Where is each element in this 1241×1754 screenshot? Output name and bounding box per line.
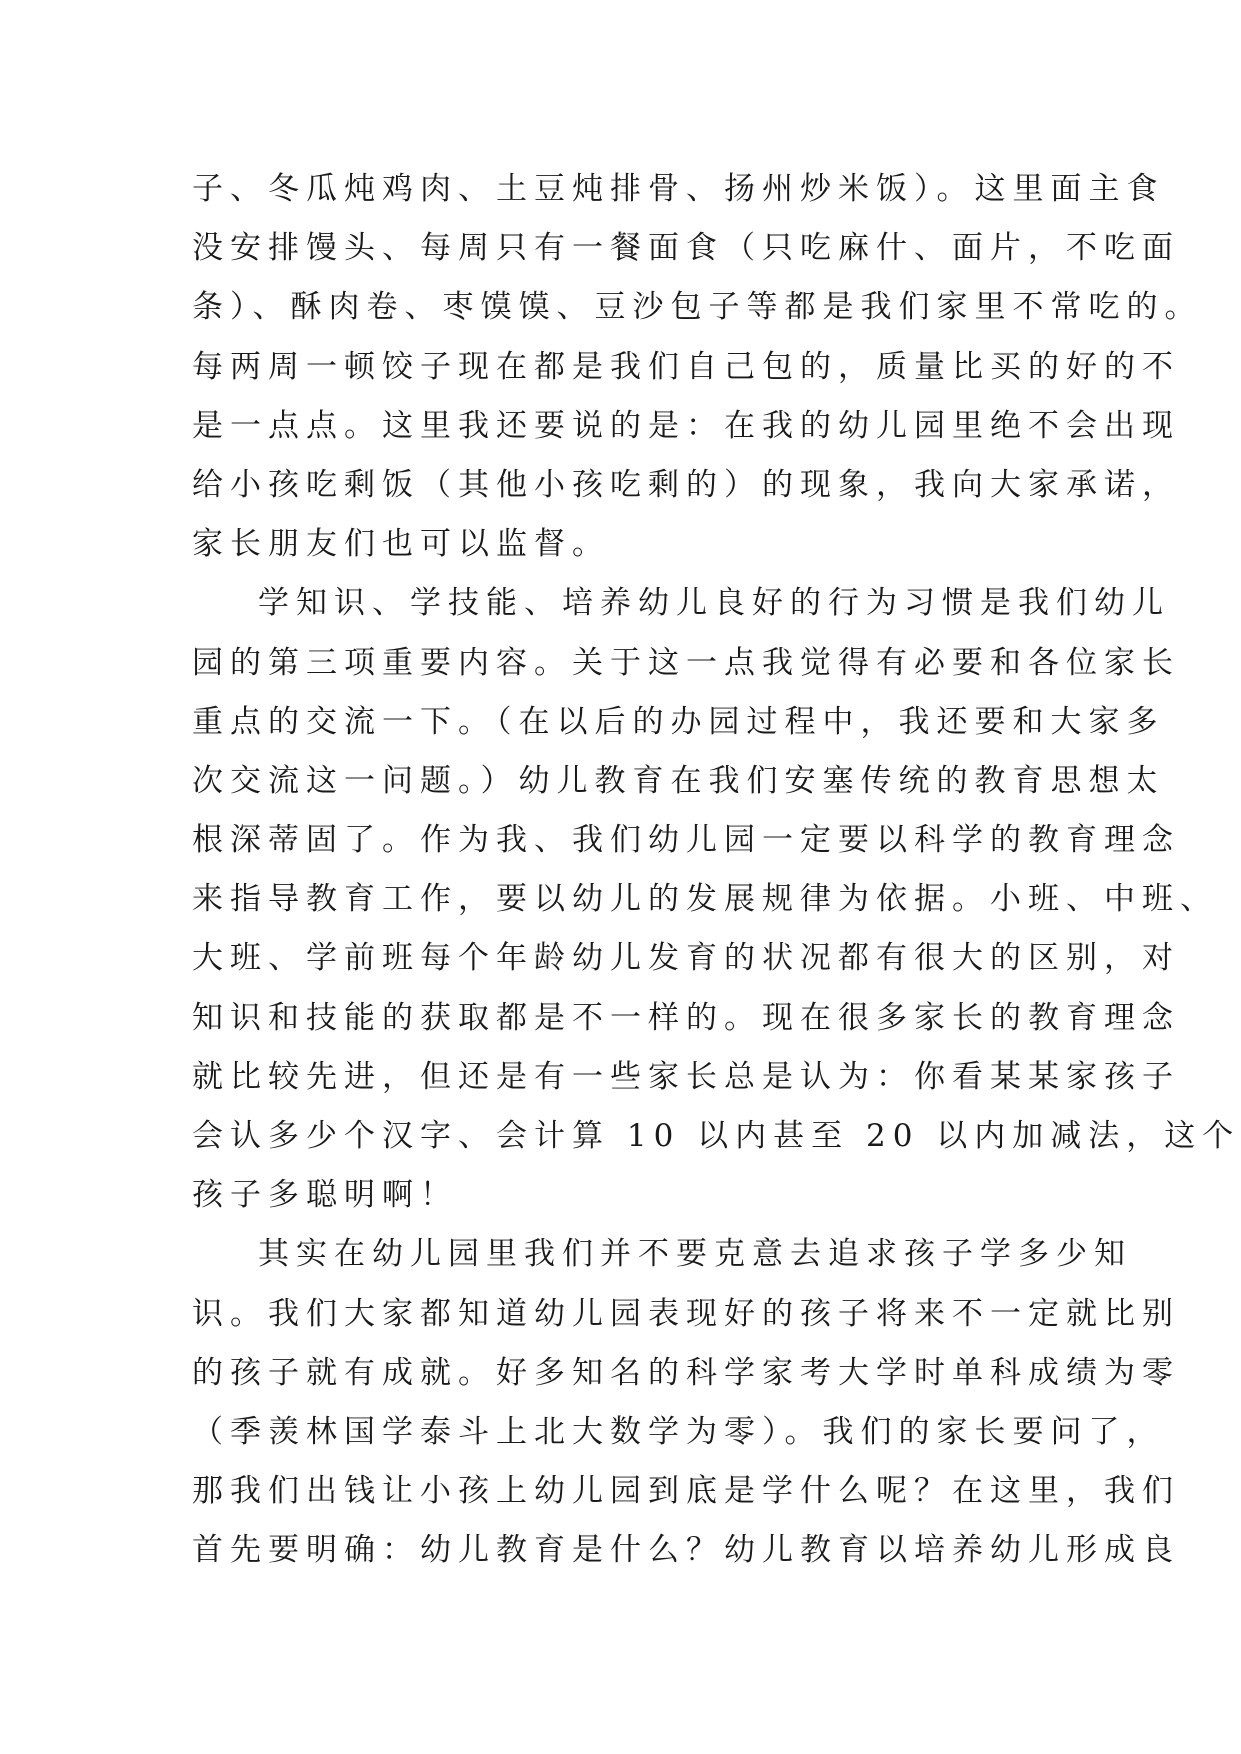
text-line: 次交流这一问题。）幼儿教育在我们安塞传统的教育思想太	[192, 762, 1165, 799]
text-line: 就比较先进，但还是有一些家长总是认为：你看某某家孩子	[192, 1058, 1180, 1095]
text-line: 园的第三项重要内容。关于这一点我觉得有必要和各位家长	[192, 644, 1180, 681]
text-line: 条）、酥肉卷、枣馍馍、豆沙包子等都是我们家里不常吃的。	[192, 289, 1203, 326]
text-line: （季羡林国学泰斗上北大数学为零）。我们的家长要问了，	[192, 1413, 1165, 1450]
text-line: 每两周一顿饺子现在都是我们自己包的，质量比买的好的不	[192, 348, 1180, 385]
text-line: 没安排馒头、每周只有一餐面食（只吃麻什、面片，不吃面	[192, 230, 1180, 267]
text-line: 根深蒂固了。作为我、我们幼儿园一定要以科学的教育理念	[192, 822, 1180, 859]
text-line: 识。我们大家都知道幼儿园表现好的孩子将来不一定就比别	[192, 1295, 1180, 1332]
paragraph	[192, 160, 1203, 574]
text-line: 大班、学前班每个年龄幼儿发育的状况都有很大的区别，对	[192, 940, 1180, 977]
document-body	[192, 160, 1241, 1581]
text-line: 会认多少个汉字、会计算 10 以内甚至 20 以内加减法，这个	[192, 1118, 1241, 1154]
text-line: 来指导教育工作，要以幼儿的发展规律为依据。小班、中班、	[192, 881, 1218, 918]
text-line: 孩子多聪明啊！	[192, 1177, 458, 1214]
text-line: 那我们出钱让小孩上幼儿园到底是学什么呢？在这里，我们	[192, 1473, 1180, 1510]
text-line: 学知识、学技能、培养幼儿良好的行为习惯是我们幼儿	[258, 585, 1170, 622]
paragraph	[192, 574, 1241, 1225]
text-line: 重点的交流一下。（在以后的办园过程中，我还要和大家多	[192, 703, 1165, 740]
text-line: 首先要明确：幼儿教育是什么？幼儿教育以培养幼儿形成良	[192, 1532, 1180, 1569]
text-line: 知识和技能的获取都是不一样的。现在很多家长的教育理念	[192, 999, 1180, 1036]
text-line: 的孩子就有成就。好多知名的科学家考大学时单科成绩为零	[192, 1354, 1180, 1391]
text-line: 其实在幼儿园里我们并不要克意去追求孩子学多少知	[258, 1236, 1132, 1273]
paragraph	[192, 1225, 1180, 1580]
text-line: 是一点点。这里我还要说的是：在我的幼儿园里绝不会出现	[192, 407, 1180, 444]
text-line: 家长朋友们也可以监督。	[192, 526, 610, 563]
text-line: 给小孩吃剩饭（其他小孩吃剩的）的现象，我向大家承诺，	[192, 466, 1180, 503]
text-line: 子、冬瓜炖鸡肉、土豆炖排骨、扬州炒米饭）。这里面主食	[192, 171, 1165, 207]
